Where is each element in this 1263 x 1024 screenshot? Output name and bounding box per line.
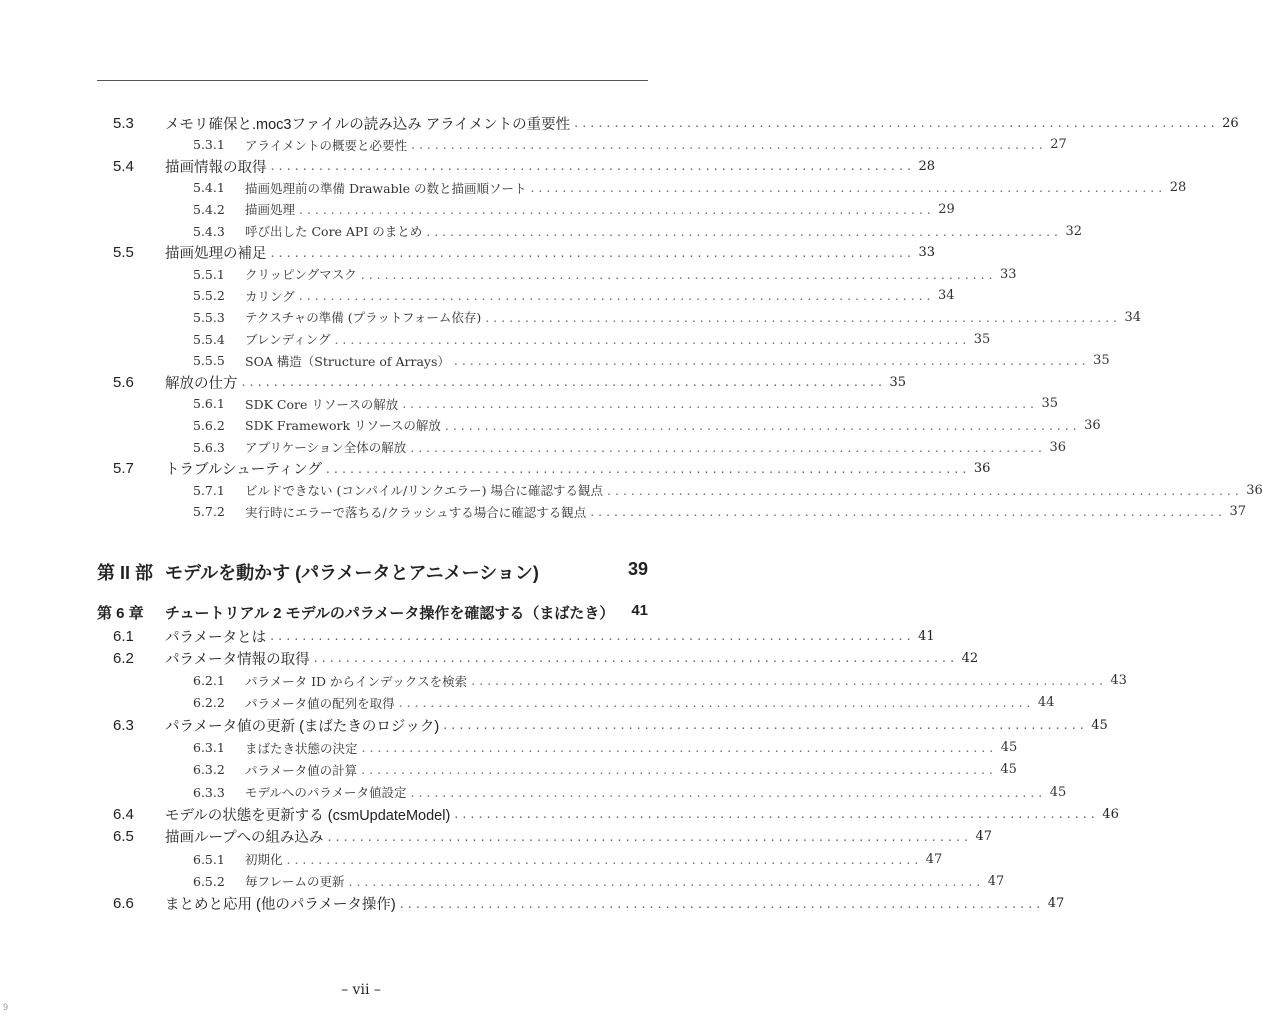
toc-entry-page: 44 — [1037, 695, 1055, 711]
toc-entry[interactable] — [0, 178, 1187, 198]
toc-entry-number: 5.7 — [113, 460, 134, 478]
toc-entry-page: 28 — [918, 158, 936, 174]
toc-entry[interactable] — [0, 329, 991, 349]
corner-mark: 9 — [3, 1002, 9, 1012]
dot-leader: . . . . . . . . . . . . . . . . . . . . . . . . . . . . . . . . . . . . . . . . . . . . . . . . . . . . . . . . . . . . . . . . . . . . . . . . . . . . . . . . — [410, 784, 1043, 800]
toc-entry-page: 35 — [1041, 396, 1058, 412]
toc-entry[interactable] — [0, 113, 1239, 133]
toc-entry[interactable] — [0, 693, 1055, 713]
toc-entry-title: 描画処理の補足 — [165, 246, 267, 263]
chapter-label: 第 6 章 — [97, 605, 144, 622]
toc-entry-number: 5.5.1 — [193, 266, 225, 282]
toc-entry-number: 6.5 — [113, 828, 134, 846]
toc-entry-page: 47 — [925, 851, 943, 867]
toc-entry-number: 6.2.2 — [193, 695, 225, 711]
toc-entry-title: 呼び出した Core API のまとめ — [245, 224, 423, 239]
toc-entry-page: 42 — [961, 650, 979, 666]
chapter-page: 41 — [631, 602, 648, 619]
dot-leader: . . . . . . . . . . . . . . . . . . . . . . . . . . . . . . . . . . . . . . . . . . . . . . . . . . . . . . . . . . . . . . . . . . . . . . . . . . . . . . . . — [361, 740, 994, 755]
toc-entry-page: 45 — [1091, 717, 1108, 733]
toc-entry-body — [245, 416, 1101, 434]
toc-entry[interactable] — [0, 372, 907, 392]
toc-entry-number: 5.4.3 — [193, 223, 225, 239]
toc-entry[interactable] — [0, 243, 936, 263]
part-page: 39 — [627, 559, 648, 579]
dot-leader: . . . . . . . . . . . . . . . . . . . . . . . . . . . . . . . . . . . . . . . . . . . . . . . . . . . . . . . . . . . . . . . . . . . . . . . . . . . . . . . . — [590, 504, 1222, 520]
toc-entry-body — [245, 179, 1187, 197]
toc-entry[interactable] — [0, 502, 1246, 522]
toc-entry-page: 45 — [1000, 762, 1017, 778]
dot-leader: . . . . . . . . . . . . . . . . . . . . . . . . . . . . . . . . . . . . . . . . . . . . . . . . . . . . . . . . . . . . . . . . . . . . . . . . . . . . . . . . — [443, 717, 1084, 734]
toc-entry-number: 5.6.2 — [193, 417, 225, 433]
toc-entry-page: 46 — [1102, 806, 1119, 822]
toc-entry-title: 初期化 — [245, 852, 283, 867]
toc-entry-title: ビルドできない (コンパイル/リンクエラー) 場合に確認する観点 — [245, 483, 604, 499]
toc-entry-body — [165, 242, 936, 263]
toc-entry-page: 36 — [1084, 417, 1101, 433]
toc-entry-page: 27 — [1050, 137, 1067, 153]
toc-entry-number: 6.3.2 — [193, 762, 225, 778]
toc-entry-number: 6.2.1 — [193, 673, 225, 689]
toc-entry-body — [245, 739, 1018, 757]
toc-entry-body — [165, 156, 936, 177]
toc-entry-body — [245, 308, 1142, 326]
toc-entry[interactable] — [0, 156, 936, 176]
dot-leader: . . . . . . . . . . . . . . . . . . . . . . . . . . . . . . . . . . . . . . . . . . . . . . . . . . . . . . . . . . . . . . . . . . . . . . . . . . . . . . . . — [270, 244, 912, 261]
toc-entry-page: 47 — [975, 829, 993, 845]
toc-entry-body — [245, 672, 1127, 690]
toc-entry-page: 34 — [938, 288, 955, 304]
toc-entry-body — [165, 715, 1108, 736]
header-rule — [97, 80, 648, 81]
dot-leader: . . . . . . . . . . . . . . . . . . . . . . . . . . . . . . . . . . . . . . . . . . . . . . . . . . . . . . . . . . . . . . . . . . . . . . . . . . . . . . . . — [361, 762, 993, 778]
toc-entry-number: 5.6 — [113, 373, 134, 391]
toc-entry-title: メモリ確保と.moc3ファイルの読み込み アライメントの重要性 — [165, 116, 571, 133]
toc-entry-number: 5.5.2 — [193, 288, 225, 304]
toc-entry-title: まばたき状態の決定 — [245, 740, 358, 756]
toc-entry-body — [165, 804, 1119, 825]
dot-leader: . . . . . . . . . . . . . . . . . . . . . . . . . . . . . . . . . . . . . . . . . . . . . . . . . . . . . . . . . . . . . . . . . . . . . . . . . . . . . . . . — [426, 223, 1059, 239]
part-label: 第 II 部 — [97, 563, 154, 583]
toc-entry[interactable] — [0, 827, 993, 847]
toc-entry[interactable] — [0, 351, 1110, 371]
toc-entry-title: SOA 構造（Structure of Arrays） — [245, 353, 450, 369]
toc-entry-page: 32 — [1065, 223, 1083, 239]
toc-entry-body — [165, 626, 935, 647]
toc-entry-title: モデルの状態を更新する (csmUpdateModel) — [165, 807, 451, 824]
toc-entry-title: 描画情報の取得 — [165, 159, 267, 176]
dot-leader: . . . . . . . . . . . . . . . . . . . . . . . . . . . . . . . . . . . . . . . . . . . . . . . . . . . . . . . . . . . . . . . . . . . . . . . . . . . . . . . . — [485, 309, 1118, 325]
toc-entry-body — [245, 783, 1067, 801]
toc-entry-body — [245, 503, 1246, 521]
toc-entry-title: まとめと応用 (他のパラメータ操作) — [165, 897, 396, 914]
toc-entry-page: 43 — [1110, 673, 1127, 689]
toc-entry-page: 45 — [1049, 784, 1067, 800]
toc-entry-page: 35 — [889, 374, 907, 390]
toc-entry-page: 26 — [1222, 115, 1239, 131]
toc-entry-page: 35 — [973, 331, 991, 347]
toc-entry-body — [165, 113, 1239, 134]
toc-entry-title: パラメータとは — [165, 629, 267, 646]
toc-entry[interactable] — [0, 415, 1101, 435]
dot-leader: . . . . . . . . . . . . . . . . . . . . . . . . . . . . . . . . . . . . . . . . . . . . . . . . . . . . . . . . . . . . . . . . . . . . . . . . . . . . . . . . — [270, 628, 911, 644]
toc-entry-page: 37 — [1229, 504, 1246, 520]
toc-entry-number: 6.4 — [113, 805, 134, 823]
dot-leader: . . . . . . . . . . . . . . . . . . . . . . . . . . . . . . . . . . . . . . . . . . . . . . . . . . . . . . . . . . . . . . . . . . . . . . . . . . . . . . . . — [453, 353, 1086, 369]
toc-entry-body — [165, 893, 1065, 914]
toc-entry-page: 47 — [987, 873, 1005, 889]
toc-entry-body — [245, 850, 943, 868]
toc-entry-title: アライメントの概要と必要性 — [245, 137, 408, 153]
toc-entry-number: 5.7.1 — [193, 482, 225, 498]
toc-entry-body — [245, 330, 991, 348]
dot-leader: . . . . . . . . . . . . . . . . . . . . . . . . . . . . . . . . . . . . . . . . . . . . . . . . . . . . . . . . . . . . . . . . . . . . . . . . . . . . . . . . — [241, 374, 883, 391]
part-title: モデルを動かす (パラメータとアニメーション) — [165, 563, 539, 583]
toc-entry-title: 毎フレームの更新 — [245, 874, 345, 890]
toc-entry-page: 28 — [1169, 180, 1187, 196]
toc-entry-body — [245, 481, 1263, 499]
dot-leader: . . . . . . . . . . . . . . . . . . . . . . . . . . . . . . . . . . . . . . . . . . . . . . . . . . . . . . . . . . . . . . . . . . . . . . . . . . . . . . . . — [607, 482, 1239, 498]
dot-leader: . . . . . . . . . . . . . . . . . . . . . . . . . . . . . . . . . . . . . . . . . . . . . . . . . . . . . . . . . . . . . . . . . . . . . . . . . . . . . . . . — [471, 673, 1103, 689]
toc-entry[interactable] — [0, 264, 1017, 284]
toc-entry-body — [245, 761, 1017, 779]
toc-entry[interactable] — [0, 286, 955, 306]
toc-entry-number: 5.7.2 — [193, 504, 225, 520]
toc-entry-body — [245, 872, 1005, 890]
toc-entry-body — [165, 826, 993, 847]
toc-entry-number: 6.5.1 — [193, 851, 225, 867]
toc-entry-number: 5.3.1 — [193, 137, 225, 153]
toc-entry-page: 41 — [918, 628, 935, 644]
toc-entry-body — [245, 287, 955, 305]
toc-entry-title: パラメータ情報の取得 — [165, 651, 310, 668]
toc-entry-page: 33 — [1000, 266, 1017, 282]
toc-entry-title: クリッピングマスク — [245, 267, 357, 283]
toc-entry[interactable] — [0, 894, 1065, 914]
toc-entry-page: 35 — [1093, 353, 1110, 369]
toc-entry-number: 6.6 — [113, 895, 134, 913]
toc-entry-number: 5.3 — [113, 114, 134, 132]
toc-entry-page: 36 — [973, 461, 991, 477]
dot-leader: . . . . . . . . . . . . . . . . . . . . . . . . . . . . . . . . . . . . . . . . . . . . . . . . . . . . . . . . . . . . . . . . . . . . . . . . . . . . . . . . — [325, 460, 967, 477]
toc-entry[interactable] — [0, 394, 1058, 414]
toc-entry-number: 6.2 — [113, 649, 134, 667]
toc-entry-body — [165, 372, 907, 393]
toc-entry[interactable] — [0, 437, 1067, 457]
dot-leader: . . . . . . . . . . . . . . . . . . . . . . . . . . . . . . . . . . . . . . . . . . . . . . . . . . . . . . . . . . . . . . . . . . . . . . . . . . . . . . . . — [348, 873, 981, 889]
toc-entry-title: 描画処理前の準備 Drawable の数と描画順ソート — [245, 180, 527, 196]
toc-entry-title: アプリケーション全体の解放 — [245, 440, 407, 455]
toc-entry[interactable] — [0, 221, 1083, 241]
toc-entry-title: SDK Framework リソースの解放 — [245, 418, 441, 434]
toc-entry-body — [245, 352, 1110, 370]
toc-entry-page: 47 — [1047, 896, 1065, 912]
toc-entry-page: 36 — [1246, 482, 1263, 498]
dot-leader: . . . . . . . . . . . . . . . . . . . . . . . . . . . . . . . . . . . . . . . . . . . . . . . . . . . . . . . . . . . . . . . . . . . . . . . . . . . . . . . . — [398, 695, 1031, 711]
toc-entry-title: トラブルシューティング — [165, 462, 322, 479]
toc-entry[interactable] — [0, 738, 1018, 758]
toc-entry-number: 6.1 — [113, 627, 134, 645]
toc-entry-number: 5.6.3 — [193, 439, 225, 455]
dot-leader: . . . . . . . . . . . . . . . . . . . . . . . . . . . . . . . . . . . . . . . . . . . . . . . . . . . . . . . . . . . . . . . . . . . . . . . . . . . . . . . . — [327, 828, 969, 845]
toc-entry[interactable] — [0, 760, 1017, 780]
toc-entry-title: カリング — [245, 288, 295, 304]
dot-leader: . . . . . . . . . . . . . . . . . . . . . . . . . . . . . . . . . . . . . . . . . . . . . . . . . . . . . . . . . . . . . . . . . . . . . . . . . . . . . . . . — [454, 806, 1095, 823]
toc-entry-title: 実行時にエラーで落ちる/クラッシュする場合に確認する観点 — [245, 504, 587, 520]
toc-entry[interactable] — [0, 459, 991, 479]
toc-entry-page: 36 — [1049, 439, 1067, 455]
toc-entry-title: パラメータ値の更新 (まばたきのロジック) — [165, 718, 440, 735]
toc-entry[interactable] — [0, 307, 1142, 327]
toc-entry[interactable] — [0, 871, 1005, 891]
toc-entry-number: 5.4 — [113, 157, 134, 175]
toc-entry-number: 5.5.4 — [193, 331, 225, 347]
toc-entry-number: 5.4.2 — [193, 201, 225, 217]
toc-entry-number: 6.3.3 — [193, 784, 225, 800]
dot-leader: . . . . . . . . . . . . . . . . . . . . . . . . . . . . . . . . . . . . . . . . . . . . . . . . . . . . . . . . . . . . . . . . . . . . . . . . . . . . . . . . — [298, 288, 931, 304]
toc-entry-title: 解放の仕方 — [165, 375, 238, 392]
toc-entry-title: 描画ループへの組み込み — [165, 830, 324, 847]
toc-entry[interactable] — [0, 849, 943, 869]
toc-entry-body — [245, 222, 1083, 240]
dot-leader: . . . . . . . . . . . . . . . . . . . . . . . . . . . . . . . . . . . . . . . . . . . . . . . . . . . . . . . . . . . . . . . . . . . . . . . . . . . . . . . . — [299, 201, 931, 217]
page-number: – vii – — [341, 982, 381, 998]
toc-entry-title: モデルへのパラメータ値設定 — [245, 785, 407, 801]
toc-entry-number: 5.5.5 — [193, 353, 225, 369]
toc-entry-number: 5.5 — [113, 244, 134, 262]
toc-entry-page: 33 — [918, 245, 936, 261]
toc-entry-number: 5.6.1 — [193, 396, 225, 412]
dot-leader: . . . . . . . . . . . . . . . . . . . . . . . . . . . . . . . . . . . . . . . . . . . . . . . . . . . . . . . . . . . . . . . . . . . . . . . . . . . . . . . . — [402, 396, 1034, 412]
toc-entry[interactable] — [0, 135, 1067, 155]
toc-entry[interactable] — [0, 199, 955, 219]
dot-leader: . . . . . . . . . . . . . . . . . . . . . . . . . . . . . . . . . . . . . . . . . . . . . . . . . . . . . . . . . . . . . . . . . . . . . . . . . . . . . . . . — [286, 851, 919, 867]
dot-leader: . . . . . . . . . . . . . . . . . . . . . . . . . . . . . . . . . . . . . . . . . . . . . . . . . . . . . . . . . . . . . . . . . . . . . . . . . . . . . . . . — [574, 115, 1215, 131]
toc-entry-body — [245, 694, 1055, 712]
dot-leader: . . . . . . . . . . . . . . . . . . . . . . . . . . . . . . . . . . . . . . . . . . . . . . . . . . . . . . . . . . . . . . . . . . . . . . . . . . . . . . . . — [411, 137, 1043, 153]
toc-entry-body — [245, 136, 1067, 154]
dot-leader: . . . . . . . . . . . . . . . . . . . . . . . . . . . . . . . . . . . . . . . . . . . . . . . . . . . . . . . . . . . . . . . . . . . . . . . . . . . . . . . . — [530, 180, 1163, 196]
toc-entry-number: 6.3 — [113, 716, 134, 734]
toc-entry-number: 5.5.3 — [193, 309, 225, 325]
toc-entry-page: 34 — [1124, 309, 1142, 325]
toc-entry-body — [245, 438, 1067, 456]
toc-entry[interactable] — [0, 671, 1127, 691]
toc-entry-title: パラメータ ID からインデックスを検索 — [245, 673, 468, 689]
toc-entry-title: パラメータ値の配列を取得 — [245, 695, 395, 711]
toc-entry-number: 5.4.1 — [193, 180, 225, 196]
toc-entry[interactable] — [0, 782, 1067, 802]
toc-entry[interactable] — [0, 804, 1119, 824]
toc-entry-title: ブレンディング — [245, 332, 331, 347]
toc-entry[interactable] — [0, 480, 1263, 500]
toc-entry[interactable] — [0, 648, 979, 668]
toc-entry-number: 6.3.1 — [193, 740, 225, 755]
toc-entry-body — [245, 200, 955, 218]
toc-entry-title: パラメータ値の計算 — [245, 762, 358, 778]
dot-leader: . . . . . . . . . . . . . . . . . . . . . . . . . . . . . . . . . . . . . . . . . . . . . . . . . . . . . . . . . . . . . . . . . . . . . . . . . . . . . . . . — [360, 266, 993, 282]
toc-entry[interactable] — [0, 715, 1108, 735]
toc-entry-page: 45 — [1000, 740, 1018, 755]
toc-entry-body — [165, 458, 991, 479]
chapter-heading[interactable] — [97, 602, 648, 623]
toc-entry[interactable] — [0, 626, 935, 646]
chapter-title: チュートリアル 2 モデルのパラメータ操作を確認する（まばたき） — [165, 605, 615, 622]
toc-entry-body — [165, 648, 979, 669]
toc-entry-title: テクスチャの準備 (プラットフォーム依存) — [245, 310, 482, 326]
dot-leader: . . . . . . . . . . . . . . . . . . . . . . . . . . . . . . . . . . . . . . . . . . . . . . . . . . . . . . . . . . . . . . . . . . . . . . . . . . . . . . . . — [313, 650, 955, 667]
dot-leader: . . . . . . . . . . . . . . . . . . . . . . . . . . . . . . . . . . . . . . . . . . . . . . . . . . . . . . . . . . . . . . . . . . . . . . . . . . . . . . . . — [444, 417, 1077, 433]
toc-entry-number: 6.5.2 — [193, 873, 225, 889]
toc-entry-body — [245, 395, 1058, 413]
toc-entry-title: SDK Core リソースの解放 — [245, 396, 399, 412]
dot-leader: . . . . . . . . . . . . . . . . . . . . . . . . . . . . . . . . . . . . . . . . . . . . . . . . . . . . . . . . . . . . . . . . . . . . . . . . . . . . . . . . — [270, 158, 912, 175]
toc-entry-body — [245, 265, 1017, 283]
dot-leader: . . . . . . . . . . . . . . . . . . . . . . . . . . . . . . . . . . . . . . . . . . . . . . . . . . . . . . . . . . . . . . . . . . . . . . . . . . . . . . . . — [410, 439, 1043, 455]
dot-leader: . . . . . . . . . . . . . . . . . . . . . . . . . . . . . . . . . . . . . . . . . . . . . . . . . . . . . . . . . . . . . . . . . . . . . . . . . . . . . . . . — [399, 895, 1041, 912]
part-heading[interactable] — [97, 559, 648, 585]
dot-leader: . . . . . . . . . . . . . . . . . . . . . . . . . . . . . . . . . . . . . . . . . . . . . . . . . . . . . . . . . . . . . . . . . . . . . . . . . . . . . . . . — [334, 331, 967, 347]
toc-entry-page: 29 — [938, 201, 955, 217]
toc-entry-title: 描画処理 — [245, 202, 296, 218]
